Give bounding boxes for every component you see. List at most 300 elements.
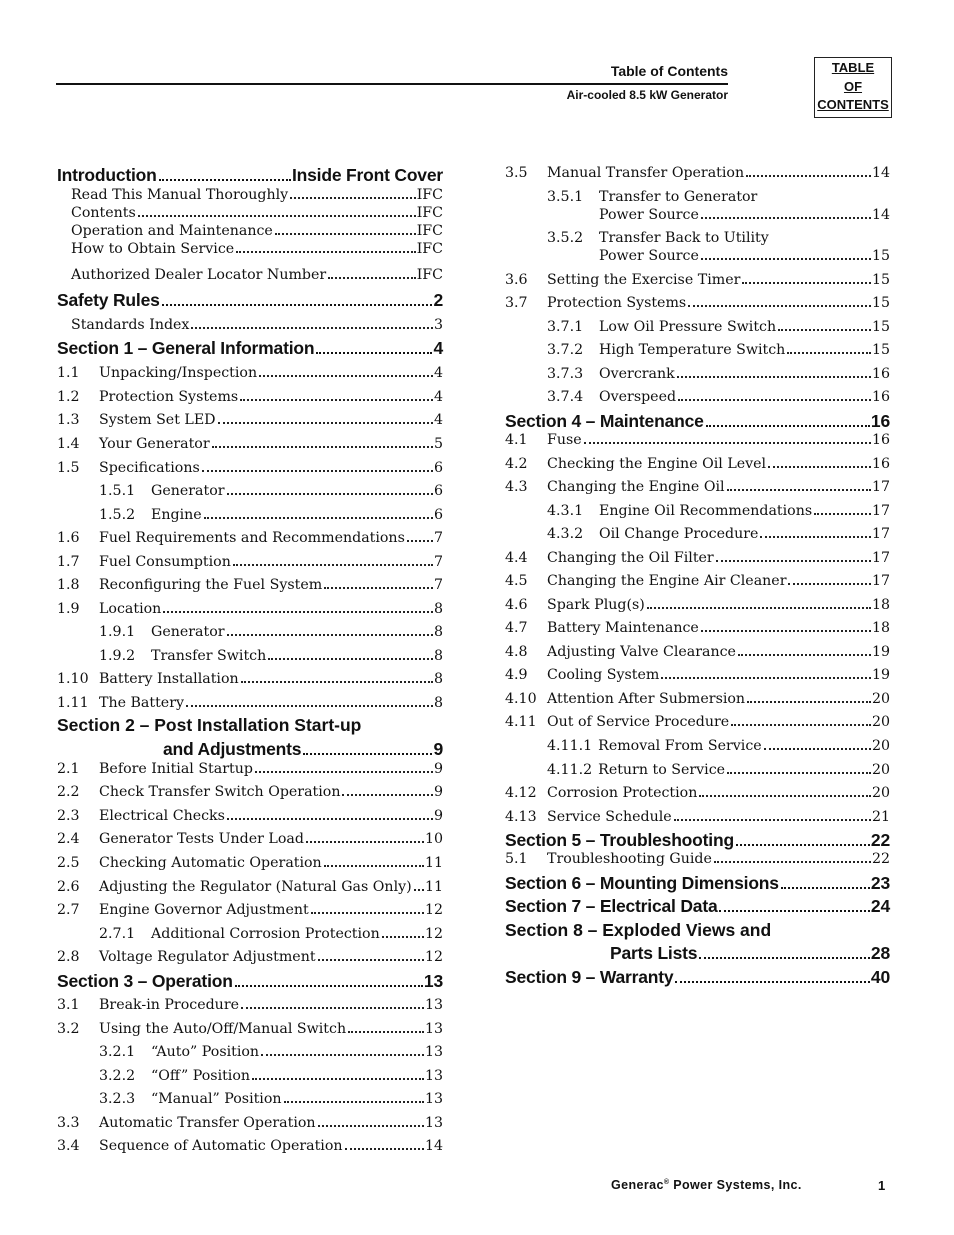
toc-entry-label: “Manual” Position [151, 1091, 282, 1107]
toc-page-number: 17 [871, 479, 890, 495]
toc-section-label: Section 7 – Electrical Data [505, 896, 718, 916]
toc-page-number: 7 [433, 530, 443, 546]
toc-entry-number: 1.3 [57, 412, 80, 428]
toc-entry-number: 2.7 [57, 902, 80, 918]
toc-entry-number: 4.12 [505, 785, 537, 801]
toc-entry-label: Battery Maintenance [547, 620, 699, 636]
toc-entry[interactable] [505, 620, 890, 636]
dot-leader [747, 701, 871, 703]
toc-page-number: 14 [871, 207, 890, 223]
dot-leader [407, 540, 433, 542]
toc-entry-label: Cooling System [547, 667, 660, 683]
dot-leader [324, 865, 424, 867]
toc-entry-number: 5.1 [505, 851, 528, 867]
dot-leader [275, 233, 416, 235]
toc-entry-number: 3.5.1 [547, 189, 584, 205]
toc-page-number: 15 [871, 319, 890, 335]
toc-page-number: 18 [871, 620, 890, 636]
toc-entry-label: Changing the Oil Filter [547, 550, 714, 566]
toc-entry[interactable] [547, 738, 890, 754]
toc-section-heading: Section 2 – Post Installation Start-up [57, 715, 362, 735]
toc-entry-label: Engine [151, 507, 202, 523]
toc-entry[interactable] [547, 762, 890, 778]
toc-entry-number: 3.5.2 [547, 230, 584, 246]
toc-entry[interactable] [57, 577, 443, 593]
dot-leader [159, 179, 291, 181]
dot-leader [163, 611, 433, 613]
toc-page-number: 19 [871, 667, 890, 683]
dot-leader [162, 304, 433, 306]
toc-page-number: 15 [871, 248, 890, 264]
toc-entry-label: Low Oil Pressure Switch [599, 319, 777, 335]
toc-entry[interactable] [57, 808, 443, 824]
toc-entry-number: 1.9.2 [99, 648, 136, 664]
toc-entry-label: Troubleshooting Guide [547, 851, 712, 867]
toc-section-entry[interactable] [163, 739, 443, 760]
toc-entry-label: Removal From Service [598, 738, 762, 754]
toc-entry-label: Generator Tests Under Load [99, 831, 304, 847]
toc-page-number: IFC [416, 267, 443, 283]
toc-entry-number: 3.2.2 [99, 1068, 136, 1084]
toc-entry-number: 4.5 [505, 573, 528, 589]
toc-entry[interactable] [71, 317, 443, 333]
toc-entry-number: 4.13 [505, 809, 537, 825]
toc-entry-label: Read This Manual Thoroughly [71, 187, 289, 203]
toc-entry[interactable] [57, 389, 443, 405]
toc-entry[interactable] [505, 479, 890, 495]
dot-leader [768, 466, 871, 468]
toc-entry[interactable] [547, 366, 890, 382]
toc-entry[interactable] [505, 165, 890, 181]
dot-leader [688, 305, 871, 307]
toc-entry-number: 3.7.1 [547, 319, 584, 335]
dot-leader [716, 560, 871, 562]
dot-leader [227, 634, 433, 636]
toc-entry[interactable] [57, 460, 443, 476]
toc-page-number: 10 [424, 831, 443, 847]
toc-entry[interactable] [547, 389, 890, 405]
toc-page-number: 7 [433, 577, 443, 593]
toc-entry[interactable] [505, 691, 890, 707]
dot-leader [303, 753, 432, 755]
toc-entry-label: Check Transfer Switch Operation [99, 784, 341, 800]
toc-page-number: 12 [424, 949, 443, 965]
toc-tab-line1: TABLE [831, 60, 875, 75]
toc-entry-label: Adjusting the Regulator (Natural Gas Only) [99, 879, 412, 895]
toc-page-number: IFC [416, 241, 443, 257]
toc-entry[interactable] [57, 671, 443, 687]
toc-entry-label-cont: Power Source [599, 207, 699, 223]
toc-page-number: 4 [433, 338, 443, 358]
toc-page-number: 14 [424, 1138, 443, 1154]
toc-entry-number: 1.10 [57, 671, 89, 687]
toc-entry-number: 3.7.4 [547, 389, 584, 405]
toc-entry-label: Location [99, 601, 162, 617]
dot-leader [236, 251, 416, 253]
dot-leader [268, 658, 433, 660]
toc-entry[interactable] [505, 432, 890, 448]
toc-section-entry[interactable] [505, 967, 890, 988]
toc-page-number: 22 [871, 851, 890, 867]
toc-page-number: 3 [433, 317, 443, 333]
toc-entry-label: Battery Installation [99, 671, 239, 687]
toc-entry[interactable] [57, 412, 443, 428]
dot-leader [324, 587, 433, 589]
toc-entry[interactable] [505, 573, 890, 589]
dot-leader [731, 724, 871, 726]
footer-company: Generac® Power Systems, Inc. [611, 1178, 802, 1192]
dot-leader [186, 705, 433, 707]
toc-entry[interactable] [57, 1115, 443, 1131]
toc-section-label: Section 4 – Maintenance [505, 411, 704, 431]
toc-entry[interactable] [57, 365, 443, 381]
toc-entry-number: 2.3 [57, 808, 80, 824]
toc-page-number: 17 [871, 503, 890, 519]
toc-entry-number: 2.4 [57, 831, 80, 847]
toc-entry-number: 3.2 [57, 1021, 80, 1037]
toc-section-entry[interactable] [57, 290, 443, 311]
toc-page-number: 9 [433, 808, 443, 824]
dot-leader [738, 654, 871, 656]
toc-page-number: 11 [424, 879, 443, 895]
toc-entry-label: System Set LED [99, 412, 216, 428]
toc-page-number: 16 [870, 411, 890, 431]
dot-leader [714, 861, 871, 863]
toc-section-entry[interactable] [57, 971, 443, 992]
toc-entry-number: 3.4 [57, 1138, 80, 1154]
toc-entry-label: Adjusting Valve Clearance [547, 644, 736, 660]
toc-entry-label: Transfer to Generator [599, 189, 758, 205]
toc-entry-label: Engine Governor Adjustment [99, 902, 309, 918]
toc-entry[interactable] [505, 809, 890, 825]
toc-page-number: 12 [424, 902, 443, 918]
toc-entry-label: Attention After Submersion [547, 691, 746, 707]
toc-entry-number: 1.9.1 [99, 624, 136, 640]
toc-entry[interactable] [57, 554, 443, 570]
toc-page-number: 20 [871, 691, 890, 707]
toc-entry-number: 1.5.1 [99, 483, 136, 499]
toc-entry-label: Changing the Engine Oil [547, 479, 725, 495]
toc-entry[interactable] [99, 1091, 443, 1107]
toc-entry-number: 1.1 [57, 365, 80, 381]
toc-entry-number: 1.5.2 [99, 507, 136, 523]
toc-page-number: 8 [433, 648, 443, 664]
toc-entry-number: 1.2 [57, 389, 80, 405]
dot-leader [414, 889, 424, 891]
header-subtitle: Air-cooled 8.5 kW Generator [566, 88, 728, 102]
toc-entry-number: 3.2.1 [99, 1044, 136, 1060]
toc-entry[interactable] [599, 207, 890, 223]
toc-entry-label: Additional Corrosion Protection [151, 926, 380, 942]
toc-entry-label: Break-in Procedure [99, 997, 239, 1013]
dot-leader [661, 677, 871, 679]
toc-section-entry[interactable] [610, 943, 890, 964]
toc-page-number: 6 [433, 460, 443, 476]
toc-entry[interactable] [505, 851, 890, 867]
toc-entry[interactable] [99, 624, 443, 640]
toc-section-label: Section 1 – General Information [57, 338, 315, 358]
dot-leader [727, 489, 871, 491]
dot-leader [227, 493, 433, 495]
toc-entry-label: Generator [151, 624, 225, 640]
toc-entry-label: Fuel Requirements and Recommendations [99, 530, 405, 546]
toc-entry-number: 2.8 [57, 949, 80, 965]
dot-leader [233, 564, 433, 566]
toc-entry[interactable] [547, 503, 890, 519]
toc-entry[interactable] [57, 831, 443, 847]
dot-leader [259, 375, 433, 377]
toc-entry-label: “Auto” Position [151, 1044, 260, 1060]
toc-page-number: 17 [871, 550, 890, 566]
toc-entry-label: Checking Automatic Operation [99, 855, 322, 871]
toc-page-number: 8 [433, 695, 443, 711]
toc-entry[interactable] [505, 714, 890, 730]
toc-page-number: 7 [433, 554, 443, 570]
toc-page-number: 19 [871, 644, 890, 660]
toc-entry[interactable] [57, 695, 443, 711]
toc-entry-number: 4.3.1 [547, 503, 584, 519]
toc-page-number: 14 [871, 165, 890, 181]
toc-entry-number: 4.4 [505, 550, 528, 566]
toc-page-number: 22 [870, 830, 890, 850]
toc-entry-number: 1.4 [57, 436, 80, 452]
toc-page-number: 13 [424, 1115, 443, 1131]
toc-section-entry[interactable] [505, 896, 890, 917]
toc-entry-number: 4.2 [505, 456, 528, 472]
toc-page-number: 20 [871, 762, 890, 778]
toc-page-number: 13 [423, 971, 443, 991]
toc-entry-label: Unpacking/Inspection [99, 365, 258, 381]
toc-entry-label: Fuel Consumption [99, 554, 231, 570]
toc-entry-label: Transfer Back to Utility [599, 230, 769, 246]
toc-entry[interactable] [99, 483, 443, 499]
dot-leader [227, 818, 433, 820]
dot-leader [678, 399, 871, 401]
toc-entry-label: Contents [71, 205, 136, 221]
dot-leader [204, 517, 433, 519]
toc-page-number: 8 [433, 671, 443, 687]
toc-entry-label: “Off” Position [151, 1068, 251, 1084]
toc-entry[interactable] [57, 949, 443, 965]
toc-entry[interactable] [71, 267, 443, 283]
toc-entry-number: 3.7.2 [547, 342, 584, 358]
toc-entry[interactable] [99, 507, 443, 523]
toc-page-number: 16 [871, 366, 890, 382]
toc-entry[interactable] [505, 644, 890, 660]
toc-entry-label: Reconfiguring the Fuel System [99, 577, 323, 593]
toc-entry-label: Sequence of Automatic Operation [99, 1138, 343, 1154]
dot-leader [674, 819, 871, 821]
toc-entry-label: Corrosion Protection [547, 785, 698, 801]
toc-entry[interactable] [57, 879, 443, 895]
toc-entry-number: 4.11.2 [547, 762, 593, 778]
dot-leader [764, 748, 871, 750]
header-rule [56, 83, 728, 85]
toc-entry-label: Specifications [99, 460, 200, 476]
toc-entry-number: 2.1 [57, 761, 80, 777]
toc-entry-number: 2.7.1 [99, 926, 136, 942]
toc-page-number: 20 [871, 785, 890, 801]
toc-entry-label-cont: Power Source [599, 248, 699, 264]
toc-entry-number: 3.6 [505, 272, 528, 288]
toc-entry-number: 1.5 [57, 460, 80, 476]
toc-entry[interactable] [505, 597, 890, 613]
toc-page-number: Inside Front Cover [291, 165, 443, 185]
toc-entry-number: 1.11 [57, 695, 89, 711]
toc-entry[interactable] [547, 319, 890, 335]
toc-page-number: 20 [871, 738, 890, 754]
toc-page-number: 28 [870, 943, 890, 963]
dot-leader [318, 1125, 424, 1127]
dot-leader [318, 959, 424, 961]
toc-entry-number: 4.10 [505, 691, 537, 707]
toc-page-number: 9 [433, 784, 443, 800]
toc-entry-label: Using the Auto/Off/Manual Switch [99, 1021, 347, 1037]
toc-entry[interactable] [57, 997, 443, 1013]
toc-entry-first-line [547, 189, 757, 205]
toc-page-number: 20 [871, 714, 890, 730]
dot-leader [202, 470, 433, 472]
toc-entry-label: Setting the Exercise Timer [547, 272, 741, 288]
toc-entry[interactable] [99, 1044, 443, 1060]
dot-leader [736, 844, 870, 846]
toc-page-number: 40 [870, 967, 890, 987]
dot-leader [584, 442, 871, 444]
toc-entry[interactable] [57, 761, 443, 777]
toc-section-label: Introduction [57, 165, 157, 185]
toc-entry[interactable] [57, 784, 443, 800]
toc-entry[interactable] [99, 926, 443, 942]
toc-entry-first-line [547, 230, 769, 246]
toc-entry-number: 3.5 [505, 165, 528, 181]
toc-entry-number: 4.9 [505, 667, 528, 683]
toc-section-entry[interactable] [505, 830, 890, 851]
toc-page-number: 13 [424, 997, 443, 1013]
dot-leader [212, 446, 433, 448]
toc-entry[interactable] [505, 785, 890, 801]
dot-leader [760, 536, 871, 538]
toc-section-label: Section 9 – Warranty [505, 967, 674, 987]
toc-entry-number: 1.7 [57, 554, 80, 570]
toc-entry-label: Before Initial Startup [99, 761, 253, 777]
toc-entry[interactable] [99, 648, 443, 664]
toc-entry-number: 1.6 [57, 530, 80, 546]
toc-entry-label: Operation and Maintenance [71, 223, 273, 239]
toc-section-label: and Adjustments [163, 739, 302, 759]
dot-leader [284, 1101, 424, 1103]
dot-leader [261, 1054, 424, 1056]
dot-leader [241, 1007, 424, 1009]
dot-leader [345, 1148, 424, 1150]
toc-entry[interactable] [99, 1068, 443, 1084]
dot-leader [290, 197, 415, 199]
dot-leader [701, 630, 871, 632]
toc-page-number: 18 [871, 597, 890, 613]
toc-entry-number: 3.1 [57, 997, 80, 1013]
toc-entry[interactable] [57, 855, 443, 871]
toc-entry-number: 1.9 [57, 601, 80, 617]
toc-entry[interactable] [71, 187, 443, 203]
dot-leader [746, 175, 871, 177]
toc-entry-number: 3.3 [57, 1115, 80, 1131]
toc-page-number: 16 [871, 456, 890, 472]
dot-leader [342, 794, 433, 796]
toc-entry[interactable] [57, 530, 443, 546]
toc-entry[interactable] [57, 436, 443, 452]
toc-page-number: 16 [871, 389, 890, 405]
toc-entry[interactable] [505, 667, 890, 683]
toc-entry[interactable] [599, 248, 890, 264]
dot-leader [191, 327, 433, 329]
dot-leader [382, 936, 424, 938]
dot-leader [814, 513, 871, 515]
toc-page-number: 9 [433, 739, 443, 759]
toc-section-label: Section 3 – Operation [57, 971, 233, 991]
toc-page-number: 13 [424, 1068, 443, 1084]
toc-entry-label: Return to Service [598, 762, 726, 778]
toc-page-number: 13 [424, 1091, 443, 1107]
toc-entry-label: High Temperature Switch [599, 342, 786, 358]
toc-section-entry[interactable] [505, 873, 890, 894]
toc-tab-link[interactable] [814, 57, 892, 118]
dot-leader [699, 795, 871, 797]
toc-entry[interactable] [57, 601, 443, 617]
dot-leader [675, 981, 869, 983]
toc-page-number: 13 [424, 1044, 443, 1060]
toc-entry[interactable] [505, 456, 890, 472]
toc-entry-label: Voltage Regulator Adjustment [99, 949, 316, 965]
toc-page-number: IFC [416, 187, 443, 203]
toc-entry-label: Out of Service Procedure [547, 714, 730, 730]
toc-entry-number: 3.2.3 [99, 1091, 136, 1107]
toc-entry[interactable] [71, 223, 443, 239]
toc-section-heading: Section 8 – Exploded Views and [505, 920, 772, 940]
toc-page-number: 11 [424, 855, 443, 871]
toc-entry[interactable] [57, 1138, 443, 1154]
toc-entry[interactable] [505, 272, 890, 288]
dot-leader [778, 329, 871, 331]
toc-entry-number: 4.3.2 [547, 526, 584, 542]
dot-leader [701, 258, 871, 260]
toc-entry[interactable] [57, 902, 443, 918]
toc-entry[interactable] [505, 550, 890, 566]
toc-entry[interactable] [57, 1021, 443, 1037]
toc-page-number: IFC [416, 205, 443, 221]
toc-entry-label: Overspeed [599, 389, 677, 405]
toc-entry[interactable] [505, 295, 890, 311]
toc-entry[interactable] [547, 342, 890, 358]
toc-section-entry[interactable] [505, 411, 890, 432]
dot-leader [255, 771, 433, 773]
dot-leader [218, 422, 433, 424]
toc-page-number: 13 [424, 1021, 443, 1037]
toc-page-number: 9 [433, 761, 443, 777]
toc-entry-number: 2.6 [57, 879, 80, 895]
toc-page-number: IFC [416, 223, 443, 239]
dot-leader [787, 352, 871, 354]
toc-entry-number: 4.8 [505, 644, 528, 660]
toc-entry[interactable] [71, 205, 443, 221]
dot-leader [701, 217, 871, 219]
toc-entry[interactable] [547, 526, 890, 542]
toc-entry[interactable] [71, 241, 443, 257]
toc-entry-label: Service Schedule [547, 809, 672, 825]
toc-entry-number: 3.7.3 [547, 366, 584, 382]
toc-section-entry[interactable] [57, 165, 443, 186]
toc-section-entry[interactable] [57, 338, 443, 359]
toc-entry-number: 4.11 [505, 714, 537, 730]
dot-leader [742, 282, 871, 284]
